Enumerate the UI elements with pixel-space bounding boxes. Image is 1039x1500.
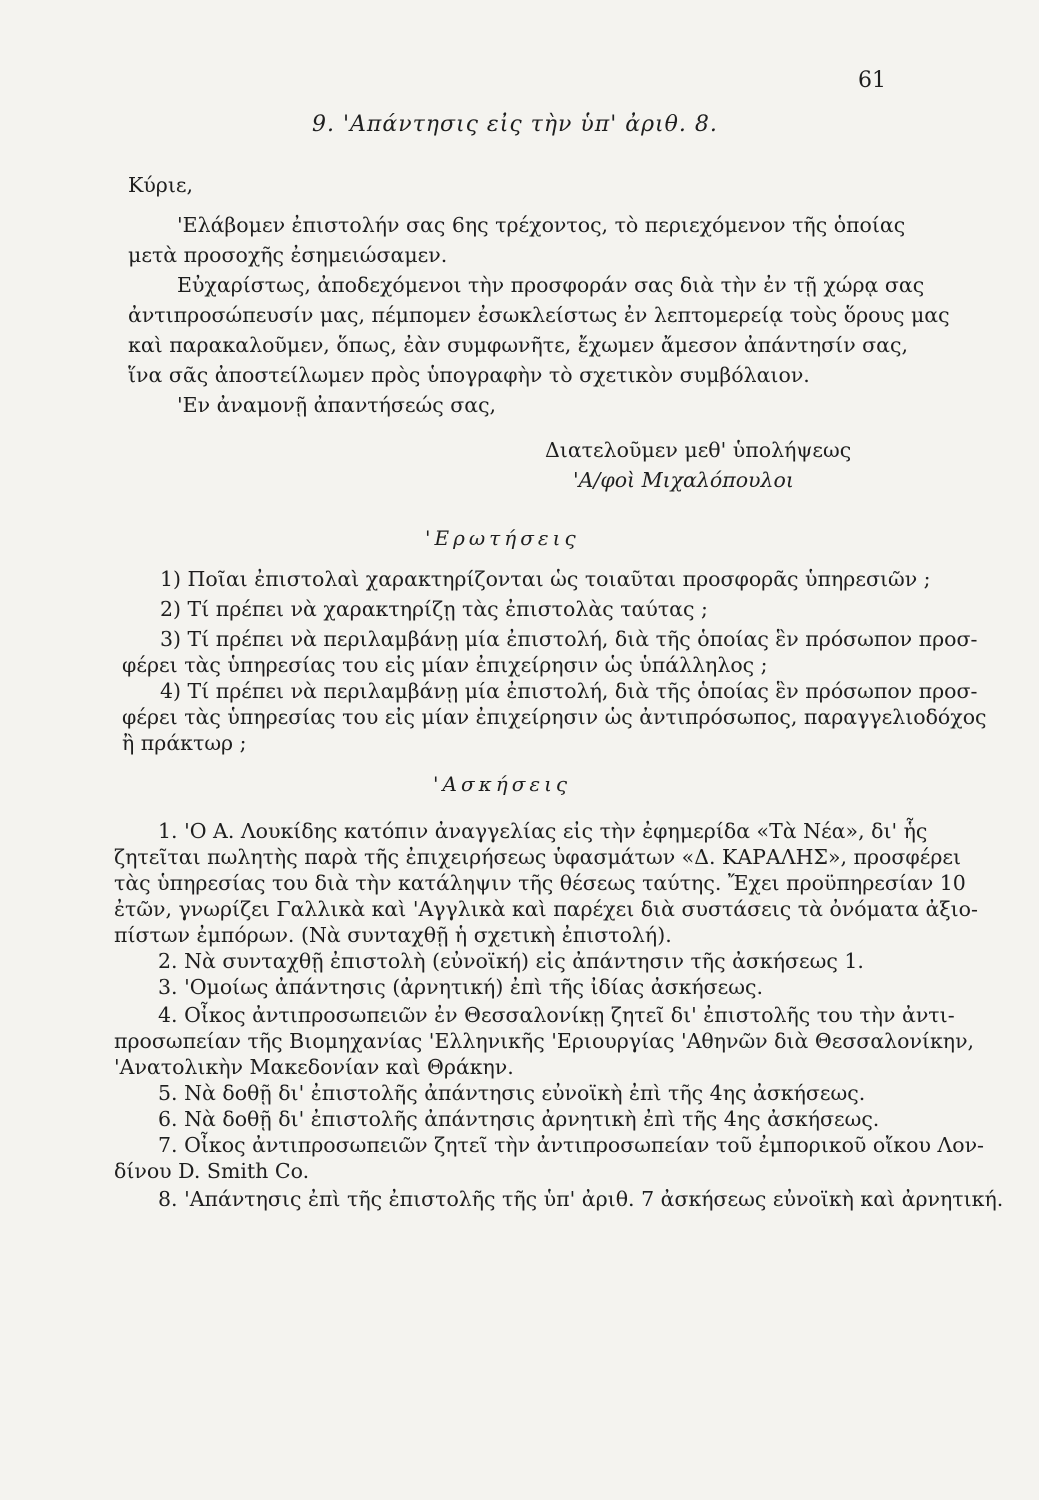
exercises-heading: 'Ασκήσεις (433, 772, 572, 796)
letter-signature: 'Α/φοὶ Μιχαλόπουλοι (573, 468, 794, 492)
question-line: 1) Ποῖαι ἐπιστολαὶ χαρακτηρίζονται ὡς τοιαῦται προσφορᾶς ὑπηρεσιῶν ; (160, 567, 931, 591)
exercise-line: τὰς ὑπηρεσίας του διὰ τὴν κατάληψιν τῆς θέσεως ταύτης. Ἔχει προϋπηρεσίαν 10 (114, 871, 966, 895)
exercise-line: 8. 'Απάντησις ἐπὶ τῆς ἐπιστολῆς τῆς ὑπ' ἀριθ. 7 ἀσκήσεως εὐνοϊκὴ καὶ ἀρνητική. (158, 1187, 1004, 1211)
question-line: φέρει τὰς ὑπηρεσίας του εἰς μίαν ἐπιχείρησιν ὡς ὑπάλληλος ; (122, 653, 768, 677)
exercise-line: δίνου D. Smith Co. (114, 1159, 310, 1183)
letter-line: ἵνα σᾶς ἀποστείλωμεν πρὸς ὑπογραφὴν τὸ σχετικὸν συμβόλαιον. (128, 363, 810, 387)
question-line: 2) Τί πρέπει νὰ χαρακτηρίζῃ τὰς ἐπιστολὰς ταύτας ; (160, 597, 708, 621)
exercise-line: 1. 'Ο Α. Λουκίδης κατόπιν ἀναγγελίας εἰς τὴν ἐφημερίδα «Τὰ Νέα», δι' ἧς (158, 819, 928, 843)
salutation: Κύριε, (128, 173, 194, 197)
exercise-line: προσωπείαν τῆς Βιομηχανίας 'Ελληνικῆς 'Εριουργίας 'Αθηνῶν διὰ Θεσσαλονίκην, (114, 1029, 975, 1053)
exercise-line: 7. Οἶκος ἀντιπροσωπειῶν ζητεῖ τὴν ἀντιπροσωπείαν τοῦ ἐμπορικοῦ οἴκου Λον- (158, 1133, 984, 1157)
question-line: 3) Τί πρέπει νὰ περιλαμβάνῃ μία ἐπιστολή, διὰ τῆς ὁποίας ἓν πρόσωπον προσ- (160, 627, 978, 651)
page-number: 61 (858, 68, 886, 93)
exercise-line: 'Ανατολικὴν Μακεδονίαν καὶ Θράκην. (114, 1055, 514, 1079)
exercise-line: 6. Νὰ δοθῇ δι' ἐπιστολῆς ἀπάντησις ἀρνητικὴ ἐπὶ τῆς 4ης ἀσκήσεως. (158, 1107, 880, 1131)
exercise-line: πίστων ἐμπόρων. (Νὰ συνταχθῇ ἡ σχετικὴ ἐπιστολή). (114, 923, 672, 947)
letter-line: μετὰ προσοχῆς ἐσημειώσαμεν. (128, 243, 448, 267)
exercise-line: 2. Νὰ συνταχθῇ ἐπιστολὴ (εὐνοϊκή) εἰς ἀπάντησιν τῆς ἀσκήσεως 1. (158, 949, 864, 973)
letter-closing: Διατελοῦμεν μεθ' ὑπολήψεως (545, 438, 852, 462)
letter-line: ἀντιπροσώπευσίν μας, πέμπομεν ἐσωκλείστως ἐν λεπτομερείᾳ τοὺς ὅρους μας (128, 303, 950, 327)
question-line: 4) Τί πρέπει νὰ περιλαμβάνῃ μία ἐπιστολή, διὰ τῆς ὁποίας ἓν πρόσωπον προσ- (160, 679, 978, 703)
letter-line: 'Ελάβομεν ἐπιστολήν σας 6ης τρέχοντος, τὸ περιεχόμενον τῆς ὁποίας (177, 213, 906, 237)
exercise-line: 4. Οἶκος ἀντιπροσωπειῶν ἐν Θεσσαλονίκῃ ζητεῖ δι' ἐπιστολῆς του τὴν ἀντι- (158, 1003, 955, 1027)
questions-heading: 'Ερωτήσεις (425, 526, 580, 550)
question-line: φέρει τὰς ὑπηρεσίας του εἰς μίαν ἐπιχείρησιν ὡς ἀντιπρόσωπος, παραγγελιοδόχος (122, 705, 987, 729)
exercise-line: 5. Νὰ δοθῇ δι' ἐπιστολῆς ἀπάντησις εὐνοϊκὴ ἐπὶ τῆς 4ης ἀσκήσεως. (158, 1081, 866, 1105)
exercise-line: ἐτῶν, γνωρίζει Γαλλικὰ καὶ 'Αγγλικὰ καὶ παρέχει διὰ συστάσεις τὰ ὀνόματα ἀξιο- (114, 897, 978, 921)
letter-line: καὶ παρακαλοῦμεν, ὅπως, ἐὰν συμφωνῆτε, ἔχωμεν ἄμεσον ἀπάντησίν σας, (128, 333, 909, 357)
letter-line: Εὐχαρίστως, ἀποδεχόμενοι τὴν προσφοράν σας διὰ τὴν ἐν τῇ χώρᾳ σας (177, 273, 925, 297)
letter-title: 9. 'Απάντησις εἰς τὴν ὑπ' ἀριθ. 8. (312, 112, 718, 137)
exercise-line: ζητεῖται πωλητὴς παρὰ τῆς ἐπιχειρήσεως ὑφασμάτων «Δ. ΚΑΡΑΛΗΣ», προσφέρει (114, 845, 962, 869)
exercise-line: 3. 'Ομοίως ἀπάντησις (ἀρνητική) ἐπὶ τῆς ἰδίας ἀσκήσεως. (158, 975, 764, 999)
letter-line: 'Εν ἀναμονῇ ἀπαντήσεώς σας, (177, 393, 497, 417)
question-line: ἢ πράκτωρ ; (122, 731, 247, 755)
